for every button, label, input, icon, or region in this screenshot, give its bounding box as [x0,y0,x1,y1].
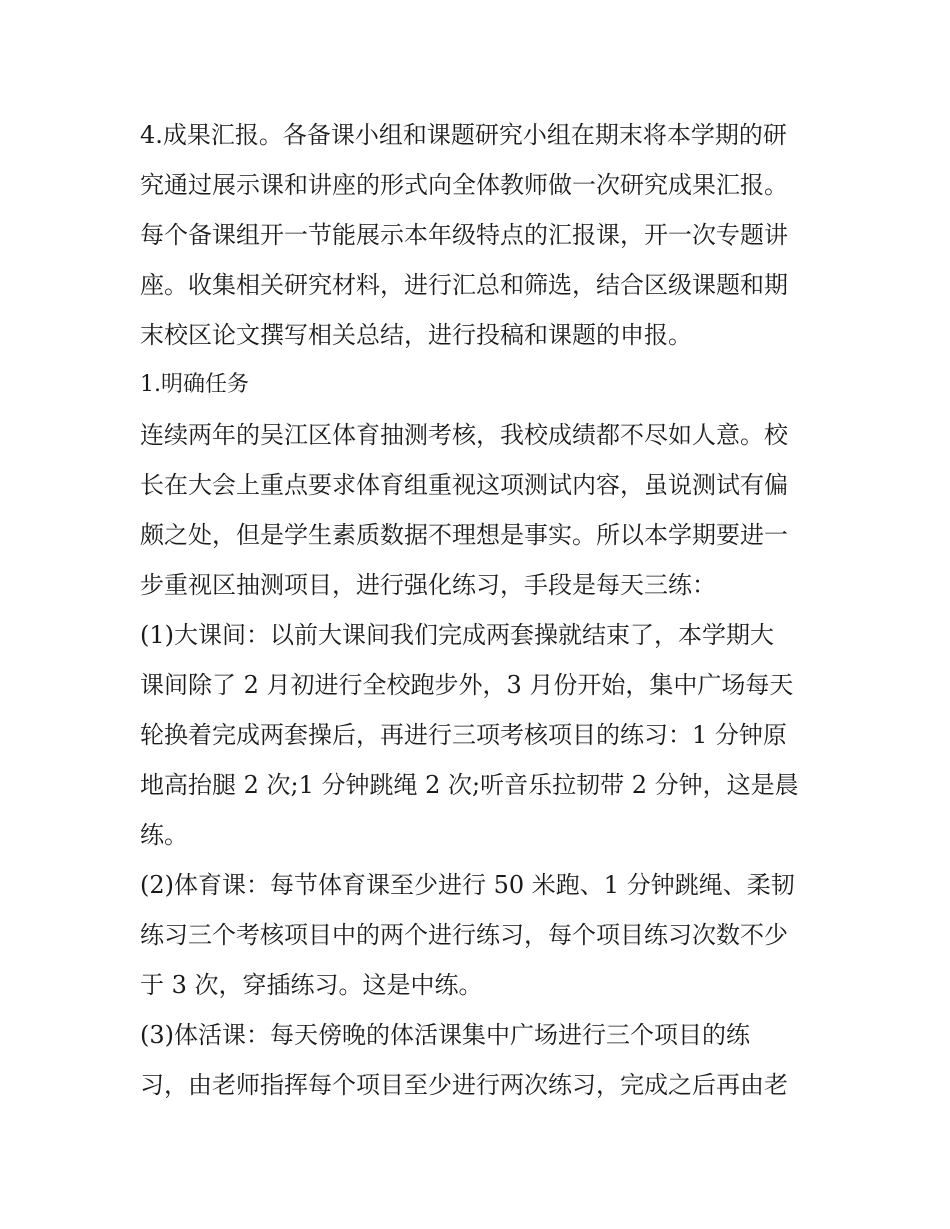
text-line-1: 4.成果汇报。各备课小组和课题研究小组在期末将本学期的研 [140,121,787,149]
section-heading: 1.明确任务 [140,372,249,397]
text-line-14: 地高抬腿 2 次;1 分钟跳绳 2 次;听音乐拉韧带 2 分钟，这是晨 [140,771,799,799]
text-line-10: 步重视区抽测项目，进行强化练习，手段是每天三练： [140,571,716,599]
text-line-5: 末校区论文撰写相关总结，进行投稿和课题的申报。 [140,321,692,349]
text-line-19: (3)体活课：每天傍晚的体活课集中广场进行三个项目的练 [140,1021,750,1049]
text-line-13: 轮换着完成两套操后，再进行三项考核项目的练习：1 分钟原 [140,721,787,749]
text-line-9: 颇之处，但是学生素质数据不理想是事实。所以本学期要进一 [140,521,788,549]
document-body [140,110,816,1110]
text-line-20: 习，由老师指挥每个项目至少进行两次练习，完成之后再由老 [140,1071,788,1099]
text-line-18: 于 3 次，穿插练习。这是中练。 [140,971,483,999]
text-line-3: 每个备课组开一节能展示本年级特点的汇报课，开一次专题讲 [140,221,788,249]
text-line-17: 练习三个考核项目中的两个进行练习，每个项目练习次数不少 [140,921,788,949]
text-line-15: 练。 [140,821,188,849]
text-line-8: 长在大会上重点要求体育组重视这项测试内容，虽说测试有偏 [140,471,788,499]
text-line-4: 座。收集相关研究材料，进行汇总和筛选，结合区级课题和期 [140,271,788,299]
text-line-2: 究通过展示课和讲座的形式向全体教师做一次研究成果汇报。 [140,171,788,199]
text-line-12: 课间除了 2 月初进行全校跑步外，3 月份开始，集中广场每天 [140,671,794,699]
text-line-16: (2)体育课：每节体育课至少进行 50 米跑、1 分钟跳绳、柔韧 [140,871,795,899]
text-line-7: 连续两年的吴江区体育抽测考核，我校成绩都不尽如人意。校 [140,421,788,449]
text-line-11: (1)大课间：以前大课间我们完成两套操就结束了，本学期大 [140,621,774,649]
